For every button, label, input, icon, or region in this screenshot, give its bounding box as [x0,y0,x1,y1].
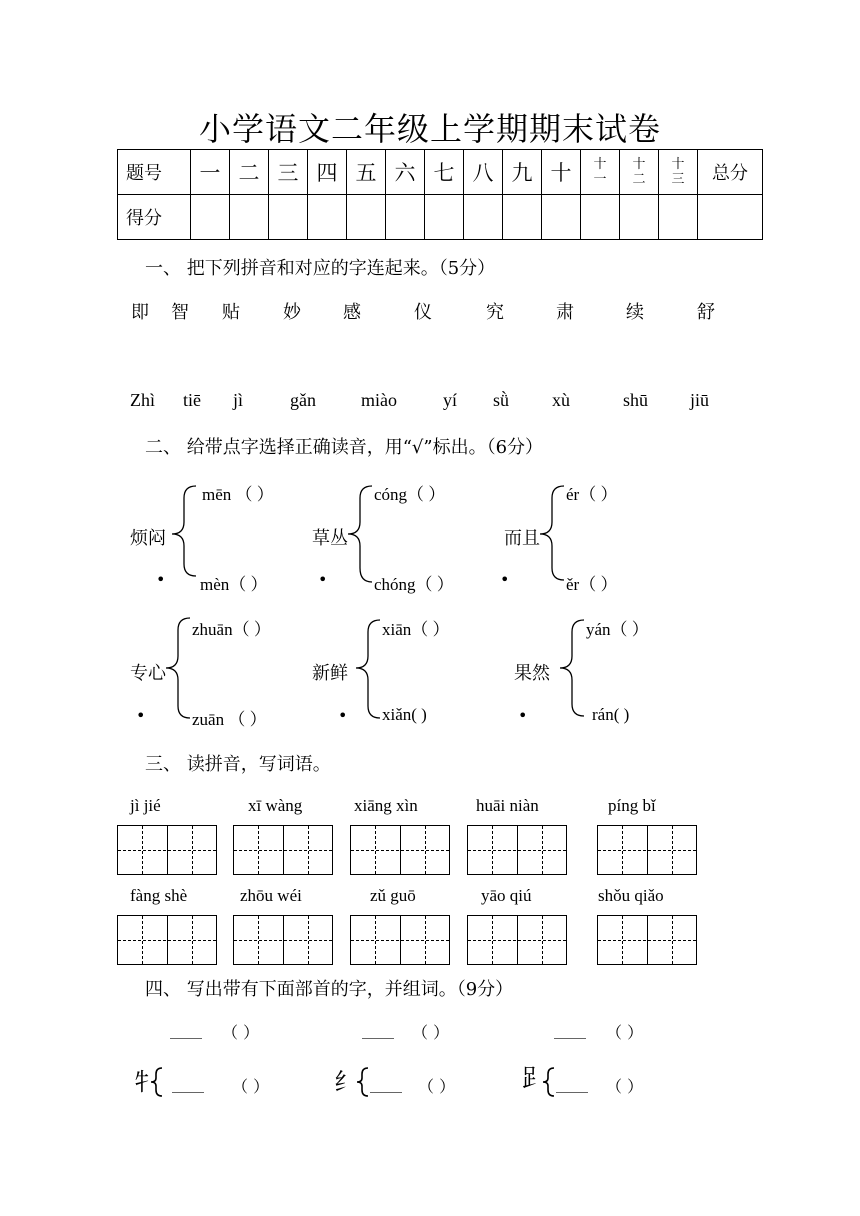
answer-paren[interactable]: （ ） [418,1077,456,1096]
emphasis-dot: • [136,706,146,725]
brace [540,486,564,580]
word-pinyin: fàng shè [130,886,188,905]
char: 妙 [283,302,301,323]
brace [356,620,380,718]
question-number: 二 [230,150,269,195]
question-number: 三 [269,150,308,195]
emphasis-dot: • [318,570,328,589]
pinyin: gǎn [290,390,316,410]
pinyin: jì [233,390,244,410]
radical: 纟 [334,1068,358,1096]
section4-heading: 四、 写出带有下面部首的字，并组词。（9分） [145,979,514,1000]
test-word: 新鲜 [312,663,348,684]
pinyin: miào [361,390,397,410]
answer-blank[interactable]: ____ [170,1020,202,1039]
char: 舒 [697,302,715,323]
emphasis-dot: • [500,570,510,589]
brace-icon [148,1066,166,1098]
pinyin: shū [623,390,649,410]
writing-grid[interactable] [233,915,333,965]
writing-grid[interactable] [597,915,697,965]
section2-heading: 二、 给带点字选择正确读音，用“√”标出。（6分） [145,437,544,458]
brace [172,486,196,576]
answer-paren[interactable]: （ ） [222,1023,260,1042]
word-pinyin: jì jié [130,796,161,815]
answer-blank[interactable]: ____ [370,1074,402,1093]
char: 仪 [414,302,432,323]
answer-blank[interactable]: ____ [554,1020,586,1039]
question-number: 六 [386,150,425,195]
pinyin: Zhì [130,390,155,410]
reading-option[interactable]: zuān （ ） [192,710,267,729]
char: 智 [171,302,189,323]
test-word: 草丛 [312,528,348,549]
row-label-question: 题号 [118,150,191,195]
question-number: 十 一 [581,150,620,195]
word-pinyin: zǔ guō [370,886,416,905]
pinyin: yí [443,390,458,410]
writing-grid[interactable] [597,825,697,875]
reading-option[interactable]: mēn （ ） [202,485,274,504]
answer-blank[interactable]: ____ [172,1074,204,1093]
question-number: 十 三 [659,150,698,195]
answer-blank[interactable]: ____ [362,1020,394,1039]
writing-grid[interactable] [233,825,333,875]
section3-heading: 三、 读拼音，写词语。 [145,754,331,775]
char: 即 [131,302,149,323]
reading-option[interactable]: cóng（ ） [374,485,446,504]
pinyin: tiē [183,390,201,410]
question-number: 十 二 [620,150,659,195]
page-title: 小学语文二年级上学期期末试卷 [198,110,661,148]
char: 续 [626,302,644,323]
emphasis-dot: • [338,706,348,725]
reading-option[interactable]: yán（ ） [586,620,649,639]
pinyin: jiū [690,390,710,410]
writing-grid[interactable] [350,915,450,965]
question-number: 八 [464,150,503,195]
test-word: 而且 [504,528,540,549]
pinyin: sǜ [493,390,510,410]
writing-grid[interactable] [117,915,217,965]
test-word: 果然 [514,663,550,684]
test-word: 专心 [130,663,166,684]
emphasis-dot: • [518,706,528,725]
writing-grid[interactable] [467,825,567,875]
reading-option[interactable]: xiǎn( ) [382,705,427,724]
question-number: 九 [503,150,542,195]
brace [166,618,190,718]
reading-option[interactable]: ér（ ） [566,485,618,504]
radical: 牜 [130,1068,154,1096]
row-label-score: 得分 [118,195,191,240]
word-pinyin: píng bǐ [608,796,656,815]
reading-option[interactable]: rán( ) [592,705,630,724]
reading-option[interactable]: xiān（ ） [382,620,450,639]
answer-blank[interactable]: ____ [556,1074,588,1093]
word-pinyin: yāo qiú [481,886,532,905]
char: 感 [343,302,361,323]
word-pinyin: shǒu qiǎo [598,886,664,905]
writing-grid[interactable] [467,915,567,965]
question-number: 四 [308,150,347,195]
section1-heading: 一、 把下列拼音和对应的字连起来。（5分） [145,258,496,279]
reading-option[interactable]: zhuān（ ） [192,620,271,639]
answer-paren[interactable]: （ ） [606,1023,644,1042]
char: 肃 [556,302,574,323]
word-pinyin: xī wàng [248,796,303,815]
brace [348,486,372,582]
question-number: 十 [542,150,581,195]
pinyin: xù [552,390,570,410]
brace [560,620,584,716]
char: 究 [486,302,504,323]
answer-paren[interactable]: （ ） [412,1023,450,1042]
total-label: 总分 [698,150,763,195]
word-pinyin: huāi niàn [476,796,539,815]
reading-option[interactable]: chóng（ ） [374,575,454,594]
test-word: 烦闷 [130,528,166,549]
reading-option[interactable]: ěr（ ） [566,575,618,594]
question-number: 七 [425,150,464,195]
question-number: 五 [347,150,386,195]
answer-paren[interactable]: （ ） [232,1077,270,1096]
word-pinyin: zhōu wéi [240,886,302,905]
radical: 𧾷 [522,1064,546,1092]
answer-paren[interactable]: （ ） [606,1077,644,1096]
word-pinyin: xiāng xìn [354,796,418,815]
writing-grid[interactable] [350,825,450,875]
char: 贴 [222,302,240,323]
reading-option[interactable]: mèn（ ） [200,575,268,594]
emphasis-dot: • [156,570,166,589]
writing-grid[interactable] [117,825,217,875]
question-number: 一 [191,150,230,195]
